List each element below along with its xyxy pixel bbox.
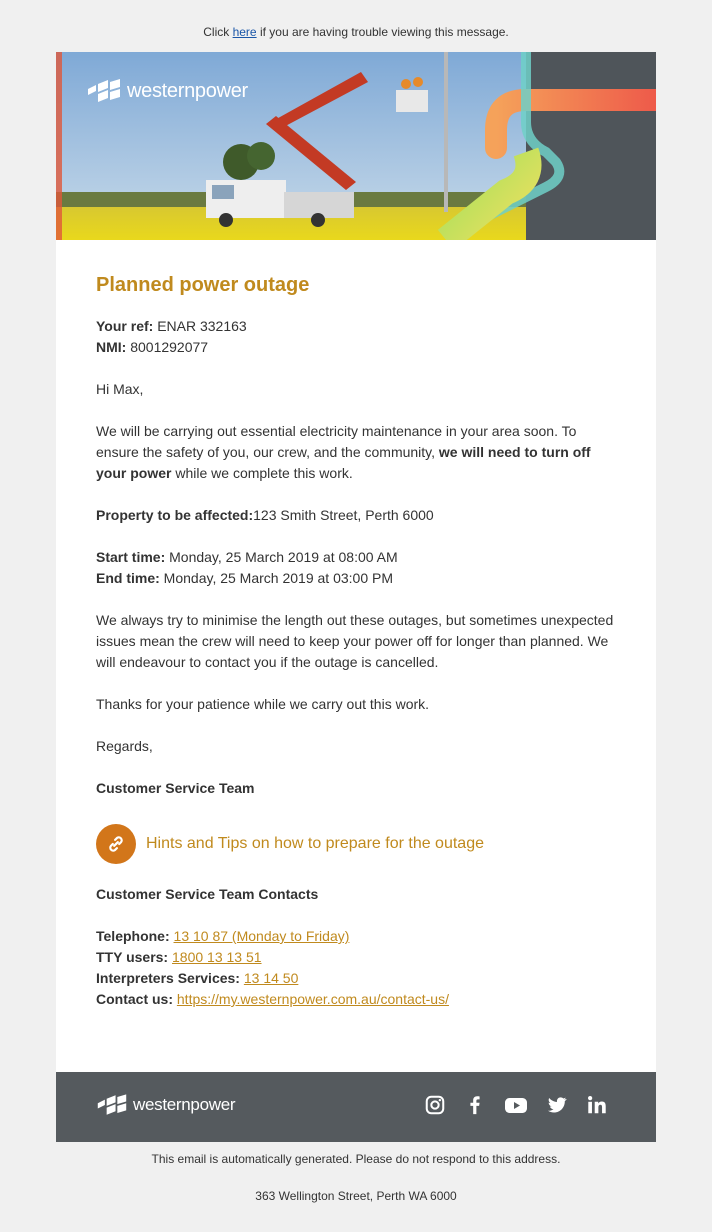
facebook-icon[interactable] (464, 1094, 486, 1121)
twitter-icon[interactable] (546, 1094, 568, 1121)
note-prefix: Click (203, 25, 233, 39)
westernpower-footer-logo-icon (96, 1094, 128, 1116)
hints-link[interactable] (96, 824, 484, 864)
contacts-section (96, 884, 616, 1010)
trouble-viewing-note (0, 25, 712, 39)
autogen-notice: This email is automatically generated. Please do not respond to this address. (151, 1152, 561, 1166)
greeting: Hi Max, (96, 381, 144, 397)
nmi-value: 8001292077 (126, 339, 209, 355)
social-links (406, 1094, 608, 1121)
start-time-line (96, 547, 616, 568)
nmi-label: NMI: (96, 339, 127, 355)
regards-line: Regards, (96, 738, 153, 754)
instagram-icon[interactable] (424, 1094, 446, 1121)
intro-text-1: We will be carrying out essential electricity maintenance in your area soon. To ensure the safety of you, our crew, and the community, (96, 423, 577, 460)
header-logo[interactable] (86, 79, 248, 103)
email-card (56, 52, 656, 1142)
intro-paragraph (96, 421, 616, 484)
outage-note: We always try to minimise the length out these outages, but sometimes unexpected issues mean the crew will need to keep your power off for longer than planned. We will endeavour to contact you if the outage is cancelled. (96, 612, 614, 670)
footer-logo[interactable] (96, 1094, 235, 1116)
email-body (96, 272, 616, 799)
interpreter-label: Interpreters Services: (96, 970, 240, 986)
intro-text-2: while we complete this work. (171, 465, 353, 481)
link-icon[interactable] (96, 824, 136, 864)
hints-link-label[interactable]: Hints and Tips on how to prepare for the outage (146, 835, 484, 852)
telephone-label: Telephone: (96, 928, 170, 944)
tty-line (96, 947, 616, 968)
westernpower-logo-icon (86, 79, 122, 103)
tty-label: TTY users: (96, 949, 169, 965)
telephone-line (96, 926, 616, 947)
contacts-heading-text: Customer Service Team Contacts (96, 886, 319, 902)
property-value: 123 Smith Street, Perth 6000 (253, 507, 434, 523)
linkedin-icon[interactable] (586, 1094, 608, 1121)
brand-name: westernpower (127, 79, 248, 102)
note-suffix: if you are having trouble viewing this message. (256, 25, 509, 39)
footer-bar (56, 1072, 656, 1142)
end-value: Monday, 25 March 2019 at 03:00 PM (159, 570, 393, 586)
contact-us-line (96, 989, 616, 1010)
page-title: Planned power outage (96, 274, 310, 296)
signature (96, 778, 616, 799)
ref-line (96, 316, 616, 337)
end-time-line (96, 568, 616, 589)
ref-label: Your ref: (96, 318, 154, 334)
telephone-link[interactable]: 13 10 87 (Monday to Friday) (173, 928, 350, 944)
intro-bold: we will need to turn off your power (96, 444, 591, 481)
contact-us-label: Contact us: (96, 991, 173, 1007)
ref-value: ENAR 332163 (153, 318, 247, 334)
footer-address: 363 Wellington Street, Perth WA 6000 (255, 1189, 457, 1203)
paperclip-glyph (105, 833, 127, 855)
end-label: End time: (96, 570, 160, 586)
start-value: Monday, 25 March 2019 at 08:00 AM (165, 549, 398, 565)
signature-text: Customer Service Team (96, 780, 255, 796)
youtube-icon[interactable] (504, 1094, 528, 1121)
property-line (96, 505, 616, 526)
footer-brand-name: westernpower (133, 1095, 236, 1114)
thanks-line: Thanks for your patience while we carry out this work. (96, 696, 430, 712)
view-online-link[interactable]: here (232, 25, 257, 39)
contacts-heading (96, 884, 616, 905)
start-label: Start time: (96, 549, 166, 565)
interpreter-line (96, 968, 616, 989)
nmi-line (96, 337, 616, 358)
tty-link[interactable]: 1800 13 13 51 (172, 949, 262, 965)
interpreter-link[interactable]: 13 14 50 (243, 970, 299, 986)
property-label: Property to be affected: (96, 507, 254, 523)
contact-us-link[interactable]: https://my.westernpower.com.au/contact-us/ (176, 991, 449, 1007)
hero-banner (56, 52, 656, 240)
